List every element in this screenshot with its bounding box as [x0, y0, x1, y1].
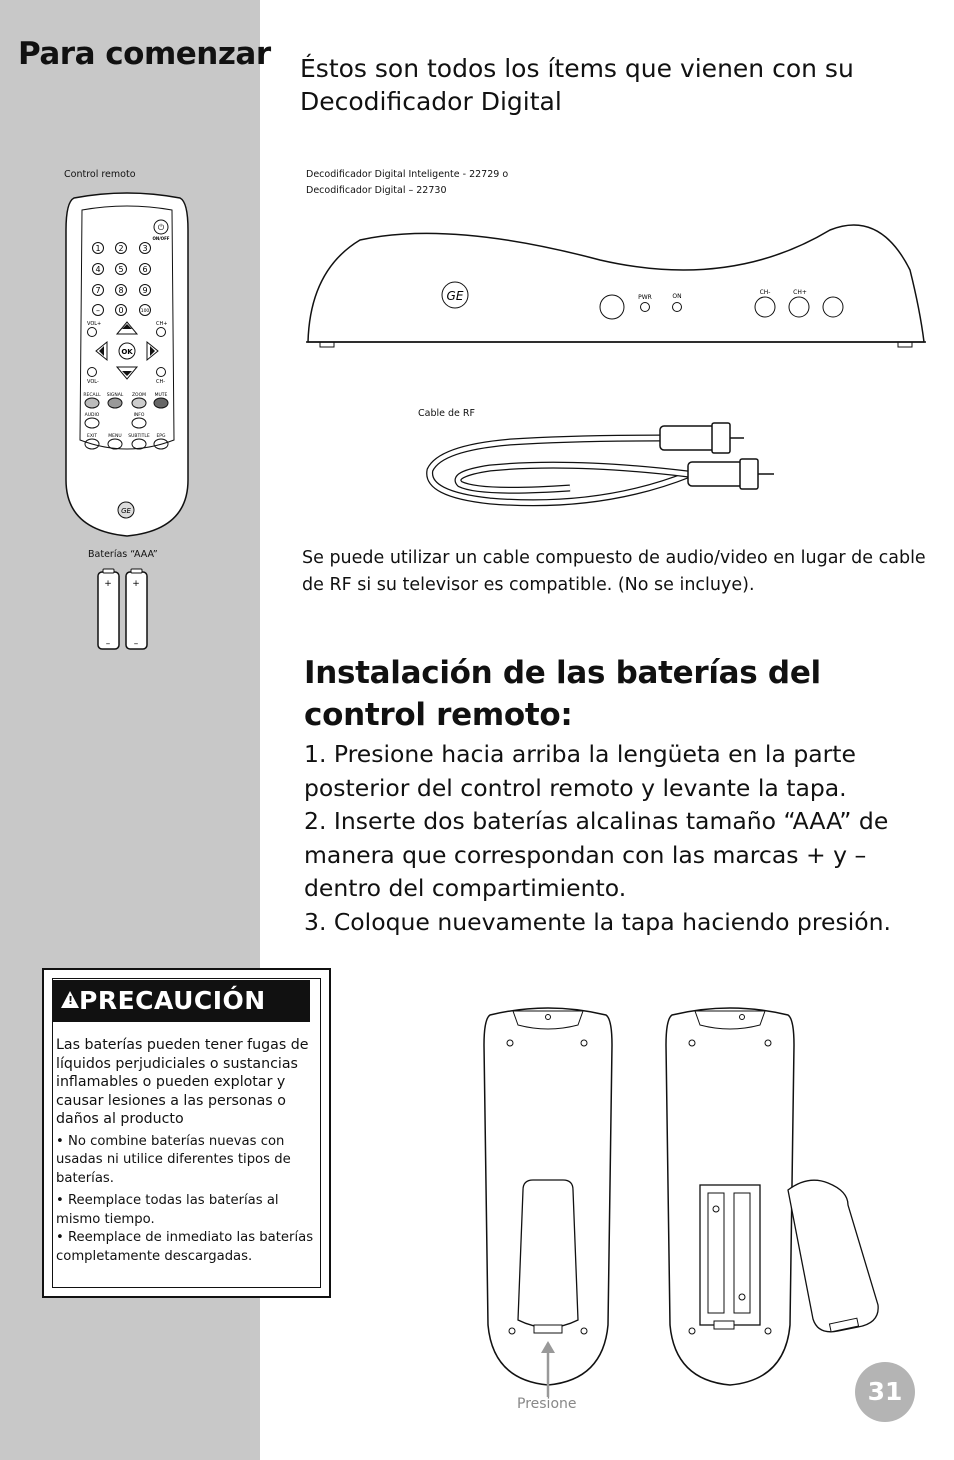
svg-text:SIGNAL: SIGNAL: [106, 393, 124, 398]
svg-text:MENU: MENU: [108, 434, 122, 439]
caution-box: [42, 968, 331, 1298]
caution-header: [53, 980, 310, 1022]
svg-text:+: +: [104, 579, 112, 589]
intro-text: Éstos son todos los ítems que vienen con su Decodificador Digital: [300, 54, 854, 116]
svg-text:⏻: ⏻: [157, 223, 165, 232]
ch-down-label: CH-: [156, 379, 166, 385]
svg-text:9: 9: [142, 286, 148, 295]
svg-text:CH+: CH+: [793, 289, 807, 296]
ok-label: OK: [121, 348, 133, 356]
step-1: 1. Presione hacia arriba la lengüeta en la parte posterior del control remoto y levante la tapa.: [304, 740, 856, 802]
caution-bullet-2: • Reemplace todas las baterías al mismo tiempo.: [56, 1193, 279, 1227]
remote-label: Control remoto: [64, 169, 136, 180]
batteries-illustration: [95, 568, 155, 652]
caution-title: PRECAUCIÓN: [79, 986, 266, 1015]
page-title: Para comenzar: [18, 36, 271, 72]
rf-cable-illustration: [420, 408, 790, 520]
svg-text:5: 5: [118, 265, 124, 274]
svg-text:MUTE: MUTE: [154, 393, 168, 398]
svg-text:GE: GE: [446, 289, 464, 303]
battery-compartment-illustration: [478, 1005, 888, 1400]
svg-text:ON: ON: [672, 293, 682, 300]
cable-label: Cable de RF: [418, 408, 475, 419]
svg-text:INFO: INFO: [133, 413, 145, 418]
svg-text:AUDIO: AUDIO: [84, 413, 100, 418]
svg-text:GE: GE: [121, 507, 131, 515]
svg-text:EXIT: EXIT: [86, 434, 98, 439]
svg-text:ZOOM: ZOOM: [131, 393, 147, 398]
svg-text:0: 0: [118, 306, 124, 315]
svg-text:SUBTITLE: SUBTITLE: [128, 434, 150, 439]
warning-triangle-icon: !: [61, 991, 79, 1008]
caution-bullet-1: • No combine baterías nuevas con usadas ni utilice diferentes tipos de baterías.: [56, 1133, 291, 1186]
decoder-label-2: Decodificador Digital – 22730: [306, 185, 447, 196]
svg-text:100: 100: [140, 309, 150, 314]
svg-text:–: –: [133, 639, 139, 649]
onoff-label: ON/OFF: [152, 236, 170, 241]
svg-text:3: 3: [142, 244, 148, 253]
install-steps: [304, 738, 944, 940]
decoder-label-1: Decodificador Digital Inteligente - 22729 o: [306, 169, 509, 180]
caution-bullet-3: • Reemplace de inmediato las baterías completamente descargadas.: [56, 1230, 314, 1264]
press-label: Presione: [517, 1396, 577, 1412]
step-3: 3. Coloque nuevamente la tapa haciendo presión.: [304, 907, 891, 936]
svg-text:PWR: PWR: [638, 294, 652, 301]
caution-intro: Las baterías pueden tener fugas de líquidos perjudiciales o sustancias inflamables o pueden explotar y causar lesiones a las personas o daños al producto: [56, 1037, 309, 1127]
svg-text:8: 8: [118, 286, 124, 295]
svg-text:EPG: EPG: [156, 434, 166, 439]
caution-body: [56, 1036, 318, 1266]
svg-text:2: 2: [118, 244, 124, 253]
svg-text:7: 7: [95, 286, 101, 295]
step-2: 2. Inserte dos baterías alcalinas tamaño “AAA” de manera que correspondan con las marcas + y – dentro del compartimiento.: [304, 807, 889, 903]
svg-text:CH-: CH-: [759, 289, 771, 296]
svg-text:4: 4: [95, 265, 101, 274]
svg-text:+: +: [132, 579, 140, 589]
decoder-illustration: [300, 210, 930, 350]
batteries-label: Baterías “AAA”: [88, 549, 158, 560]
composite-cable-note: Se puede utilizar un cable compuesto de audio/video en lugar de cable de RF si su televisor es compatible. (No se incluye).: [302, 548, 926, 595]
svg-text:–: –: [96, 306, 100, 315]
svg-text:6: 6: [142, 265, 148, 274]
page-number: 31: [855, 1362, 915, 1422]
svg-text:1: 1: [95, 244, 101, 253]
vol-up-label: VOL+: [87, 321, 102, 327]
install-heading: Instalación de las baterías del control remoto:: [304, 655, 821, 733]
svg-text:RECALL: RECALL: [83, 393, 101, 398]
vol-down-label: VOL-: [87, 379, 99, 385]
remote-control-illustration: [60, 190, 195, 540]
svg-text:–: –: [105, 639, 111, 649]
ch-up-label: CH+: [156, 321, 168, 327]
